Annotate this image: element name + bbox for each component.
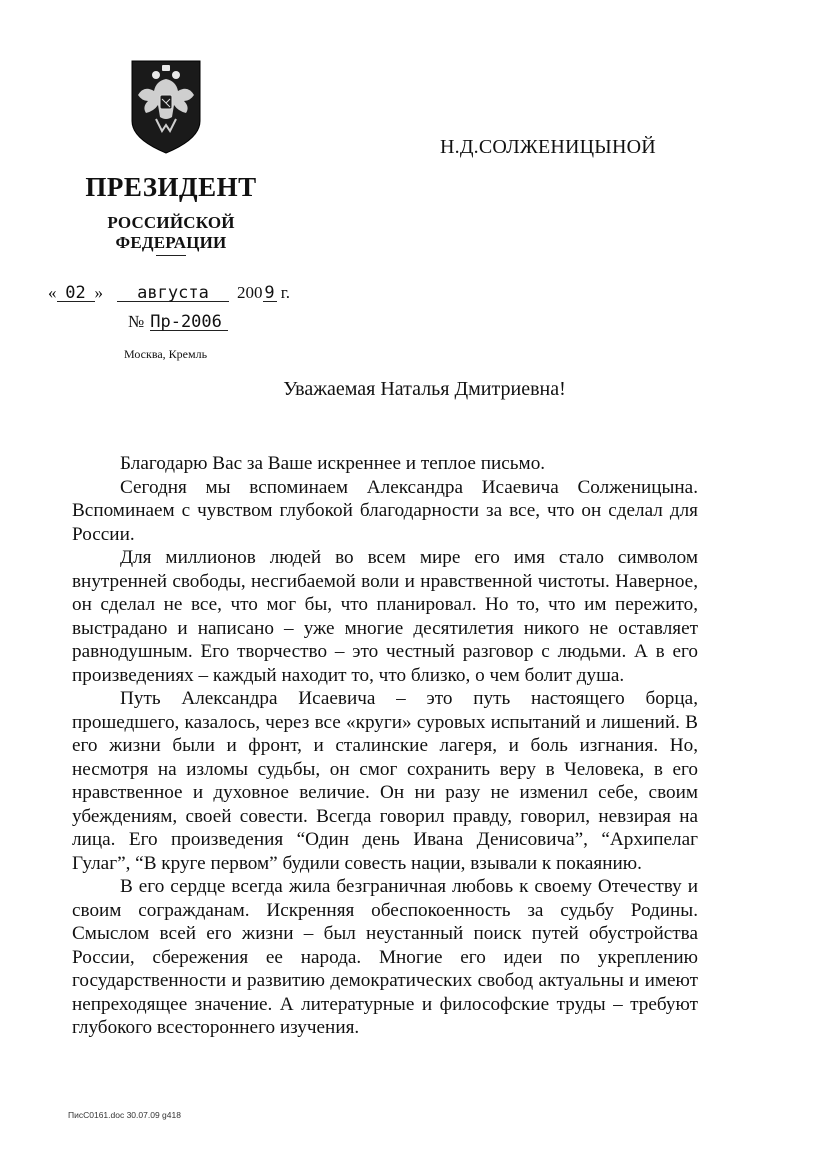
body-paragraph: Благодарю Вас за Ваше искреннее и теплое письмо. <box>120 453 546 474</box>
date-day: 02 <box>57 285 95 302</box>
date-close-quote: » <box>94 283 103 302</box>
date-month: августа <box>117 285 229 302</box>
body-paragraph: В его сердце всегда жила безграничная любовь к своему Отечеству и своим согражданам. Искренняя обеспокоенность за судьбу Родины. Смыслом всей его жизни – был неустанный поиск путей обустройства России, сбережения ее народа. Многие его идеи по укреплению государственности и развитию демократических свобод актуальны и имеют непреходящее значение. А литературные и философские труды – требуют глубокого всестороннего изучения. <box>72 876 698 1038</box>
coat-of-arms-icon <box>126 55 206 155</box>
body-paragraph: Для миллионов людей во всем мире его имя стало символом внутренней свободы, несгибаемой воли и нравственной чистоты. Наверное, он сделал не все, что мог бы, что планировал. Но то, что им пережито, выстрадано и написано – уже многие десятилетия никого не оставляет равнодушным. Его творчество – это честный разговор с людьми. А в его произведениях – каждый находит то, что близко, о чем болит душа. <box>72 547 698 686</box>
header-title: ПРЕЗИДЕНТ <box>85 172 257 202</box>
date-open-quote: « <box>48 283 57 302</box>
header-subtitle: РОССИЙСКОЙ ФЕДЕРАЦИИ <box>107 213 235 252</box>
header-divider <box>156 255 186 256</box>
number-label: № <box>128 312 145 331</box>
date-year-suffix: г. <box>276 283 291 302</box>
place-of-issue: Москва, Кремль <box>124 347 208 361</box>
date-line <box>48 283 290 303</box>
letter-body <box>72 452 698 1040</box>
addressee: Н.Д.СОЛЖЕНИЦЫНОЙ <box>440 136 656 158</box>
body-paragraph: Сегодня мы вспоминаем Александра Исаевича Солженицына. Вспоминаем с чувством глубокой благодарности за все, что он сделал для России. <box>72 476 698 545</box>
date-year-digit: 9 <box>264 283 275 303</box>
number-value: Пр-2006 <box>150 314 228 331</box>
document-number <box>128 312 228 332</box>
date-year-prefix: 200 <box>237 283 263 302</box>
body-paragraph: Путь Александра Исаевича – это путь настоящего борца, прошедшего, казалось, через все «круги» суровых испытаний и лишений. В его жизни были и фронт, и сталинские лагеря, и боль изгнания. Но, несмотря на изломы судьбы, он смог сохранить веру в Человека, в его нравственное и духовное величие. Он ни разу не изменил себе, своим убеждениям, своей совести. Всегда говорил правду, говорил, невзирая на лица. Его произведения “Один день Ивана Денисовича”, “Архипелаг Гулаг”, “В круге первом” будили совесть нации, взывали к покаянию. <box>72 688 698 874</box>
salutation: Уважаемая Наталья Дмитриевна! <box>283 378 566 400</box>
file-reference-footer: ПисС0161.doc 30.07.09 g418 <box>68 1110 181 1120</box>
